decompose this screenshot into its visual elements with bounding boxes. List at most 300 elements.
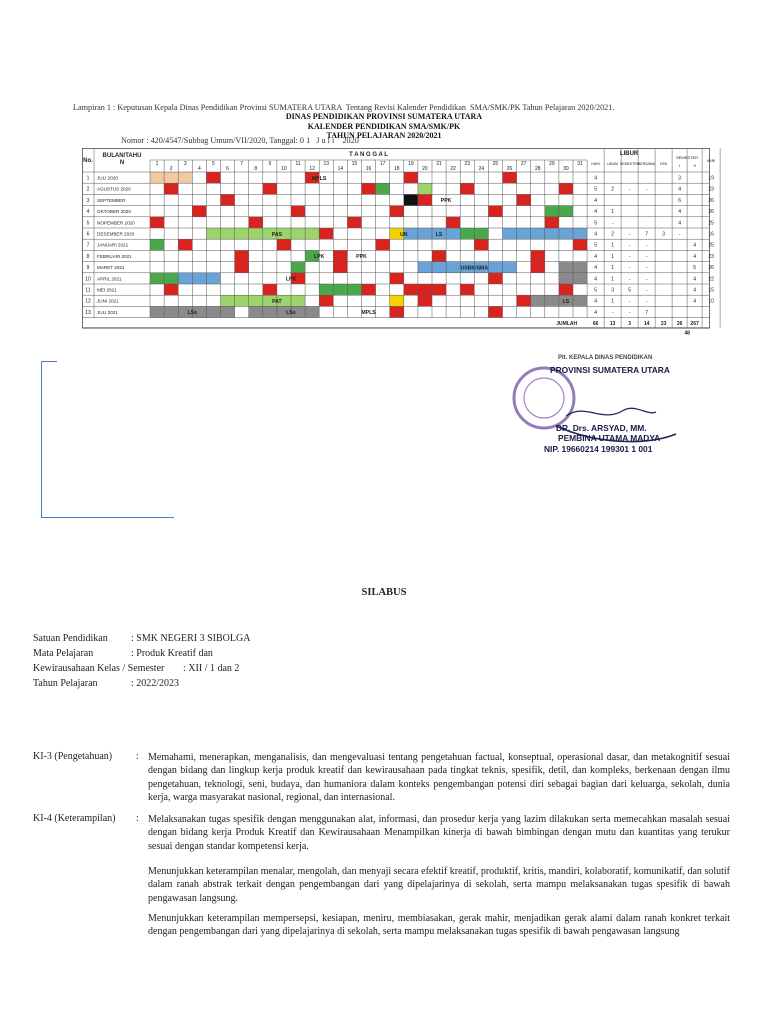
row-libur-value: 2 (611, 231, 614, 238)
jumlah-semester-total: 48 (684, 330, 690, 337)
pas-cell (305, 228, 319, 239)
row-no: 2 (86, 186, 90, 193)
sunday-cell (517, 295, 531, 306)
ki4-label: KI-4 (Keterampilan) (33, 813, 116, 824)
sunday-cell (192, 206, 206, 217)
event-label: MPLS (311, 175, 327, 182)
row-month: DESEMBER 2020 (97, 231, 135, 237)
holiday-cell (333, 284, 347, 295)
sunday-cell (333, 262, 347, 273)
sunday-cell (390, 273, 404, 284)
row-efektif-value: 26 (708, 197, 714, 204)
row-libur-value: - (628, 298, 631, 305)
row-month: JANUARI 2021 (97, 242, 129, 248)
row-sem1-value: - (678, 231, 681, 238)
row-month: JUNI 2021 (97, 298, 119, 304)
day-number: 17 (379, 161, 386, 167)
mpls-cell (347, 306, 361, 317)
row-libur-value: - (628, 309, 631, 316)
sunday-cell (249, 217, 263, 228)
usbk-cell (503, 262, 517, 273)
holiday-cell (559, 206, 573, 217)
holiday-cell (376, 183, 390, 194)
ls-cell (531, 295, 545, 306)
header-libur-col: UMUM (607, 162, 619, 166)
holiday-cell (150, 239, 164, 250)
sunday-cell (235, 262, 249, 273)
event-cell (291, 194, 305, 205)
row-no: 13 (85, 309, 91, 316)
row-month: MEI 2021 (97, 287, 117, 293)
row-libur-value: 1 (611, 242, 614, 249)
sunday-cell (418, 295, 432, 306)
sunday-cell (347, 217, 361, 228)
ls-cell (503, 228, 517, 239)
field-value-satuan: : SMK NEGERI 3 SIBOLGA (131, 633, 251, 644)
day-number: 9 (268, 161, 272, 167)
event-label: LSs (286, 310, 296, 317)
sunday-cell (277, 239, 291, 250)
field-label-satuan: Satuan Pendidikan (33, 633, 108, 644)
row-month: OKTOBER 2020 (97, 209, 131, 215)
row-sem2-value: 4 (693, 253, 696, 260)
day-number: 10 (281, 166, 287, 172)
sunday-cell (164, 183, 178, 194)
usbk-cell (432, 262, 446, 273)
sunday-cell (150, 217, 164, 228)
sunday-cell (531, 262, 545, 273)
row-libur-value: 5 (594, 287, 597, 294)
silabus-info (33, 632, 333, 692)
row-libur-value: 5 (594, 186, 597, 193)
day-number: 4 (197, 166, 201, 172)
holiday-cell (291, 262, 305, 273)
row-libur-value: 1 (611, 209, 614, 216)
row-no: 7 (86, 242, 90, 249)
row-month: JULI 2021 (97, 309, 118, 315)
day-number: 25 (492, 161, 499, 167)
row-sem1-value: 4 (678, 209, 681, 216)
holiday-cell (319, 284, 333, 295)
holiday-cell (432, 284, 446, 295)
row-month: SEPTEMBER (97, 197, 126, 203)
event-cell (404, 194, 418, 205)
event-cell (192, 273, 206, 284)
blank-frame-tick (41, 361, 57, 362)
row-libur-value: - (611, 309, 614, 316)
sunday-cell (362, 183, 376, 194)
stamp-nip: NIP. 19660214 199301 1 001 (544, 444, 653, 454)
calendar-title-line-1: DINAS PENDIDIKAN PROVINSI SUMATERA UTARA (285, 112, 483, 121)
day-number: 7 (240, 161, 244, 167)
event-label: LS (435, 231, 443, 238)
ls-cell (150, 306, 164, 317)
header-libur-col: BERSAMA (638, 162, 656, 166)
row-efektif-value: 19 (708, 175, 714, 182)
row-libur-value: - (645, 186, 648, 193)
row-libur-value: - (628, 276, 631, 283)
sunday-cell (319, 295, 333, 306)
header-libur-col: DPA (660, 162, 668, 166)
ki4-text-2: Menunjukkan keterampilan menalar, mengolah, dan menyaji secara efektif kreatif, produktif, kritis, mandiri, kolaboratif, komunikatif, dan solutif dalam ranah abstrak terkait dengan pengembangan dari yang dipelajarinya di sekolah, serta mampu melaksanakan tugas spesifik di bawah pengawasan langsung. (148, 866, 730, 904)
row-libur-value: 5 (594, 242, 597, 249)
event-cell (178, 172, 192, 183)
ls-cell (559, 228, 573, 239)
row-libur-value: 5 (594, 220, 597, 227)
row-month: NOPEMBER 2020 (97, 220, 135, 226)
row-libur-value: 4 (594, 197, 597, 204)
pas-cell (221, 228, 235, 239)
day-number: 19 (408, 161, 414, 167)
sunday-cell (460, 284, 474, 295)
pas-cell (291, 228, 305, 239)
sunday-cell (263, 183, 277, 194)
event-label: PPK (440, 198, 452, 205)
blank-frame (41, 361, 174, 518)
day-number: 27 (520, 161, 527, 167)
row-libur-value: - (628, 186, 631, 193)
academic-calendar-table (82, 148, 716, 338)
day-number: 12 (309, 166, 315, 172)
lampiran-line-2: Nomor : 420/4547/Subbag Umum/VII/2020, Tanggal: 0 1 J u l i 2020 (121, 136, 359, 145)
day-number: 30 (563, 166, 569, 172)
row-libur-value: 4 (594, 309, 597, 316)
silabus-title: SILABUS (361, 587, 407, 598)
row-month: FEBRUARI 2021 (97, 253, 132, 259)
sunday-cell (460, 183, 474, 194)
day-number: 1 (155, 161, 159, 167)
holiday-cell (347, 284, 361, 295)
sunday-cell (376, 239, 390, 250)
row-libur-value: 4 (594, 265, 597, 272)
sunday-cell (559, 183, 573, 194)
grey-cell (559, 273, 573, 284)
day-number: 16 (365, 166, 372, 172)
jumlah-value: 3 (628, 321, 631, 328)
row-no: 4 (86, 209, 90, 216)
row-no: 1 (86, 175, 90, 182)
sunday-cell (390, 306, 404, 317)
event-label: UN (400, 231, 408, 238)
header-efektif: HARI (706, 159, 716, 163)
grey-cell (559, 262, 573, 273)
sunday-cell (178, 239, 192, 250)
grey-cell (573, 262, 587, 273)
row-libur-value: 2 (611, 186, 614, 193)
row-no: 12 (85, 298, 91, 305)
row-libur-value: 4 (594, 231, 597, 238)
row-sem1-value: 6 (678, 197, 681, 204)
ki3-label: KI-3 (Pengetahuan) (33, 751, 113, 762)
ki4-colon: : (136, 813, 139, 824)
ls-cell (545, 228, 559, 239)
event-cell (305, 194, 319, 205)
row-efektif-value: 23 (708, 186, 714, 193)
lampiran-line-1: Lampiran 1 : Keputusan Kepala Dinas Pendidikan Provinsi SUMATERA UTARA Tentang Revisi Kalender Pendidikan SMA/SMK/PK Tahun Pelajaran 2020/2021. (73, 103, 615, 112)
row-month: AGUSTUS 2020 (97, 186, 131, 192)
row-libur-value: 4 (594, 175, 597, 182)
event-label: PPK (356, 254, 367, 261)
row-month: JULI 2020 (97, 175, 118, 181)
event-label: PAS (271, 231, 283, 238)
row-libur-value: 4 (594, 276, 597, 283)
calendar-title-line-3: TAHUN PELAJARAN 2020/2021 (326, 131, 442, 140)
row-libur-value: - (645, 298, 648, 305)
stamp-line-1: Plt. KEPALA DINAS PENDIDIKAN (558, 355, 653, 361)
event-label: MPLS (361, 310, 376, 317)
row-libur-value: 3 (662, 231, 665, 238)
jumlah-value: 23 (660, 321, 667, 328)
holiday-cell (545, 206, 559, 217)
ls-cell (305, 306, 319, 317)
row-libur-value: 5 (628, 287, 631, 294)
row-no: 10 (85, 276, 91, 283)
row-libur-value: 1 (611, 276, 614, 283)
ls-cell (531, 228, 545, 239)
sunday-cell (333, 250, 347, 261)
row-libur-value: - (645, 253, 648, 260)
ls-cell (164, 306, 178, 317)
sunday-cell (503, 172, 517, 183)
header-libur-col: SEMESTER (619, 162, 640, 166)
row-libur-value: - (645, 287, 648, 294)
usbk-cell (488, 262, 502, 273)
header-semester-col: I (679, 163, 681, 168)
row-efektif-value: 16 (708, 231, 714, 238)
sunday-cell (559, 284, 573, 295)
row-efektif-value: 26 (708, 209, 714, 216)
ls-cell (573, 295, 587, 306)
day-number: 18 (393, 166, 400, 172)
sunday-cell (263, 284, 277, 295)
field-value-tahun: : 2022/2023 (131, 678, 180, 689)
day-number: 21 (436, 161, 442, 167)
field-label-kelas: Kewirausahaan Kelas / Semester (33, 663, 165, 674)
sunday-cell (573, 239, 587, 250)
row-sem2-value: 4 (693, 242, 696, 249)
sunday-cell (446, 217, 460, 228)
event-cell (150, 172, 164, 183)
row-libur-value: 7 (645, 309, 648, 316)
day-number: 28 (534, 166, 541, 172)
header-semester-col: II (693, 163, 696, 168)
ki4-text-1: Melaksanakan tugas spesifik dengan menggunakan alat, informasi, dan prosedur kerja yang lazim dilakukan serta memecahkan masalah sesuai dengan bidang kerja Produk Kreatif dan Kewirausahaan Menampilkan kinerja di bawah bimbingan dengan mutu dan kuantitas yang terukur sesuai dengan standar kompetensi kerja. (148, 814, 730, 852)
header-tanggal: T A N G G A L (349, 152, 388, 158)
day-number: 5 (212, 161, 215, 167)
row-no: 8 (86, 253, 90, 260)
row-libur-value: 3 (611, 287, 614, 294)
row-libur-value: - (645, 242, 648, 249)
ls-cell (517, 228, 531, 239)
row-libur-value: 4 (594, 253, 597, 260)
row-efektif-value: 22 (708, 276, 714, 283)
holiday-cell (474, 228, 488, 239)
ki3-text: Memahami, menerapkan, menganalisis, dan mengevaluasi tentang pengetahuan factual, konseptual, operasional dasar, dan metakognitif sesuai dengan bidang dan lingkup kerja produk kreatif dan kewirausahaan pada tingkat teknis, spesifik, detil, dan kompleks, berkenaan dengan ilmu pengetahuan, teknologi, seni, budaya, dan humaniora dalam konteks pengembangan potensi diri sebagai bagian dari keluarga, sekolah, dunia kerja, warga masyarakat nasional, regional, dan internasional. (148, 752, 730, 804)
jumlah-label: JUMLAH (556, 321, 578, 328)
pat-cell (235, 295, 249, 306)
row-sem1-value: 3 (678, 175, 681, 182)
holiday-cell (164, 273, 178, 284)
jumlah-value: 14 (643, 321, 650, 328)
day-number: 22 (450, 166, 456, 172)
sunday-cell (235, 250, 249, 261)
ls-cell (418, 228, 432, 239)
sunday-cell (221, 194, 235, 205)
ls-cell (206, 306, 220, 317)
row-sem2-value: 4 (693, 298, 696, 305)
sunday-cell (291, 206, 305, 217)
calendar-title (0, 112, 768, 141)
jumlah-value: 13 (609, 321, 616, 328)
day-number: 11 (295, 161, 301, 167)
field-value-mapel: : Produk Kreatif dan (131, 648, 213, 659)
event-label: LPK (285, 276, 297, 283)
row-no: 6 (86, 231, 90, 238)
pas-cell (206, 228, 220, 239)
jumlah-value: 26 (676, 321, 683, 328)
event-label: LS (562, 299, 570, 305)
day-number: 31 (577, 161, 583, 167)
row-efektif-value: 23 (708, 253, 714, 260)
sunday-cell (390, 206, 404, 217)
ls-cell (249, 306, 263, 317)
ls-cell (263, 306, 277, 317)
usbk-cell (418, 262, 432, 273)
stamp-line-2: PROVINSI SUMATERA UTARA (550, 365, 670, 375)
holiday-cell (150, 273, 164, 284)
jumlah-value: 66 (592, 321, 599, 328)
sunday-cell (404, 172, 418, 183)
row-no: 9 (86, 265, 90, 272)
row-libur-value: 1 (611, 298, 614, 305)
un-cell (390, 295, 404, 306)
pas-cell (249, 228, 263, 239)
sunday-cell (517, 194, 531, 205)
holiday-cell (418, 284, 432, 295)
day-number: 26 (506, 166, 513, 172)
row-sem1-value: 4 (678, 220, 681, 227)
day-number: 20 (422, 166, 428, 172)
row-libur-value: 4 (594, 209, 597, 216)
row-month: APRIL 2021 (97, 276, 122, 282)
pat-cell (291, 295, 305, 306)
event-label: LSs (187, 310, 198, 317)
sunday-cell (474, 239, 488, 250)
ls-cell (545, 295, 559, 306)
row-efektif-value: 25 (708, 242, 714, 249)
ki3-colon: : (136, 751, 139, 762)
holiday-cell (404, 284, 418, 295)
row-no: 5 (86, 220, 90, 227)
usbk-cell (446, 262, 460, 273)
row-libur-value: - (611, 220, 614, 227)
sunday-cell (432, 250, 446, 261)
field-label-mapel: Mata Pelajaran (33, 648, 94, 659)
row-no: 11 (85, 287, 91, 294)
sunday-cell (545, 217, 559, 228)
mpls-cell (376, 306, 390, 317)
sunday-cell (362, 284, 376, 295)
grey-cell (573, 273, 587, 284)
row-sem2-value: 5 (693, 265, 696, 272)
sunday-cell (319, 228, 333, 239)
day-number: 24 (478, 166, 485, 172)
ls-cell (446, 228, 460, 239)
row-libur-value: - (628, 242, 631, 249)
sunday-cell (488, 273, 502, 284)
jumlah-value: 267 (690, 321, 699, 328)
day-number: 13 (323, 161, 330, 167)
row-efektif-value: 26 (708, 265, 714, 272)
header-libur-col: HARI (591, 162, 600, 166)
row-libur-value: - (645, 265, 648, 272)
row-sem2-value: 4 (693, 276, 696, 283)
header-no: No. (83, 158, 93, 164)
holiday-cell (460, 228, 474, 239)
calendar-title-line-2: KALENDER PENDIDIKAN SMA/SMK/PK (307, 121, 461, 131)
row-no: 3 (86, 197, 90, 204)
sunday-cell (418, 194, 432, 205)
sunday-cell (206, 172, 220, 183)
pat-cell (249, 295, 263, 306)
day-number: 2 (169, 166, 173, 172)
event-label: USBK/SMA (460, 265, 489, 272)
header-semester: SEMESTER (676, 155, 699, 160)
pas-cell (235, 228, 249, 239)
ki4-text-3: Menunjukkan keterampilan mempersepsi, kesiapan, meniru, membiasakan, gerak mahir, menjadikan gerak alami dalam ranah konkret terkait dengan pengembangan dari yang dipelajarinya di sekolah, serta mampu melaksanakan tugas spesifik di bawah pengawasan langsung (148, 913, 730, 938)
sunday-cell (531, 250, 545, 261)
row-sem2-value: 4 (693, 287, 696, 294)
day-number: 3 (183, 161, 187, 167)
event-label: LPK (314, 254, 325, 261)
row-efektif-value: 25 (708, 220, 714, 227)
row-sem1-value: 4 (678, 186, 681, 193)
stamp-name: DR. Drs. ARSYAD, MM. (556, 423, 647, 433)
stamp-rank: PEMBINA UTAMA MADYA (558, 433, 661, 443)
row-libur-value: 1 (611, 265, 614, 272)
ls-cell (573, 228, 587, 239)
sunday-cell (488, 206, 502, 217)
event-cell (206, 273, 220, 284)
header-month: BULAN/TAHU (102, 153, 142, 159)
event-label: PAT (272, 299, 282, 305)
row-libur-value: 7 (645, 231, 648, 238)
day-number: 29 (549, 161, 555, 167)
row-efektif-value: 10 (708, 298, 714, 305)
event-cell (164, 172, 178, 183)
row-libur-value: - (645, 276, 648, 283)
day-number: 23 (464, 161, 471, 167)
sunday-cell (488, 306, 502, 317)
field-label-tahun: Tahun Pelajaran (33, 678, 98, 689)
pat-cell (221, 295, 235, 306)
header-libur: LIBUR (619, 151, 639, 157)
row-libur-value: - (628, 265, 631, 272)
mpls-cell (333, 306, 347, 317)
row-libur-value: - (628, 231, 631, 238)
row-month: MARET 2021 (97, 265, 125, 271)
official-stamp-signature (506, 354, 678, 454)
day-number: 15 (351, 161, 358, 167)
sunday-cell (164, 284, 178, 295)
row-efektif-value: 15 (708, 287, 714, 294)
row-libur-value: 1 (611, 253, 614, 260)
holiday-cell (418, 183, 432, 194)
day-number: 8 (254, 166, 258, 172)
day-number: 14 (337, 166, 344, 172)
day-number: 6 (226, 166, 229, 172)
ls-cell (221, 306, 235, 317)
